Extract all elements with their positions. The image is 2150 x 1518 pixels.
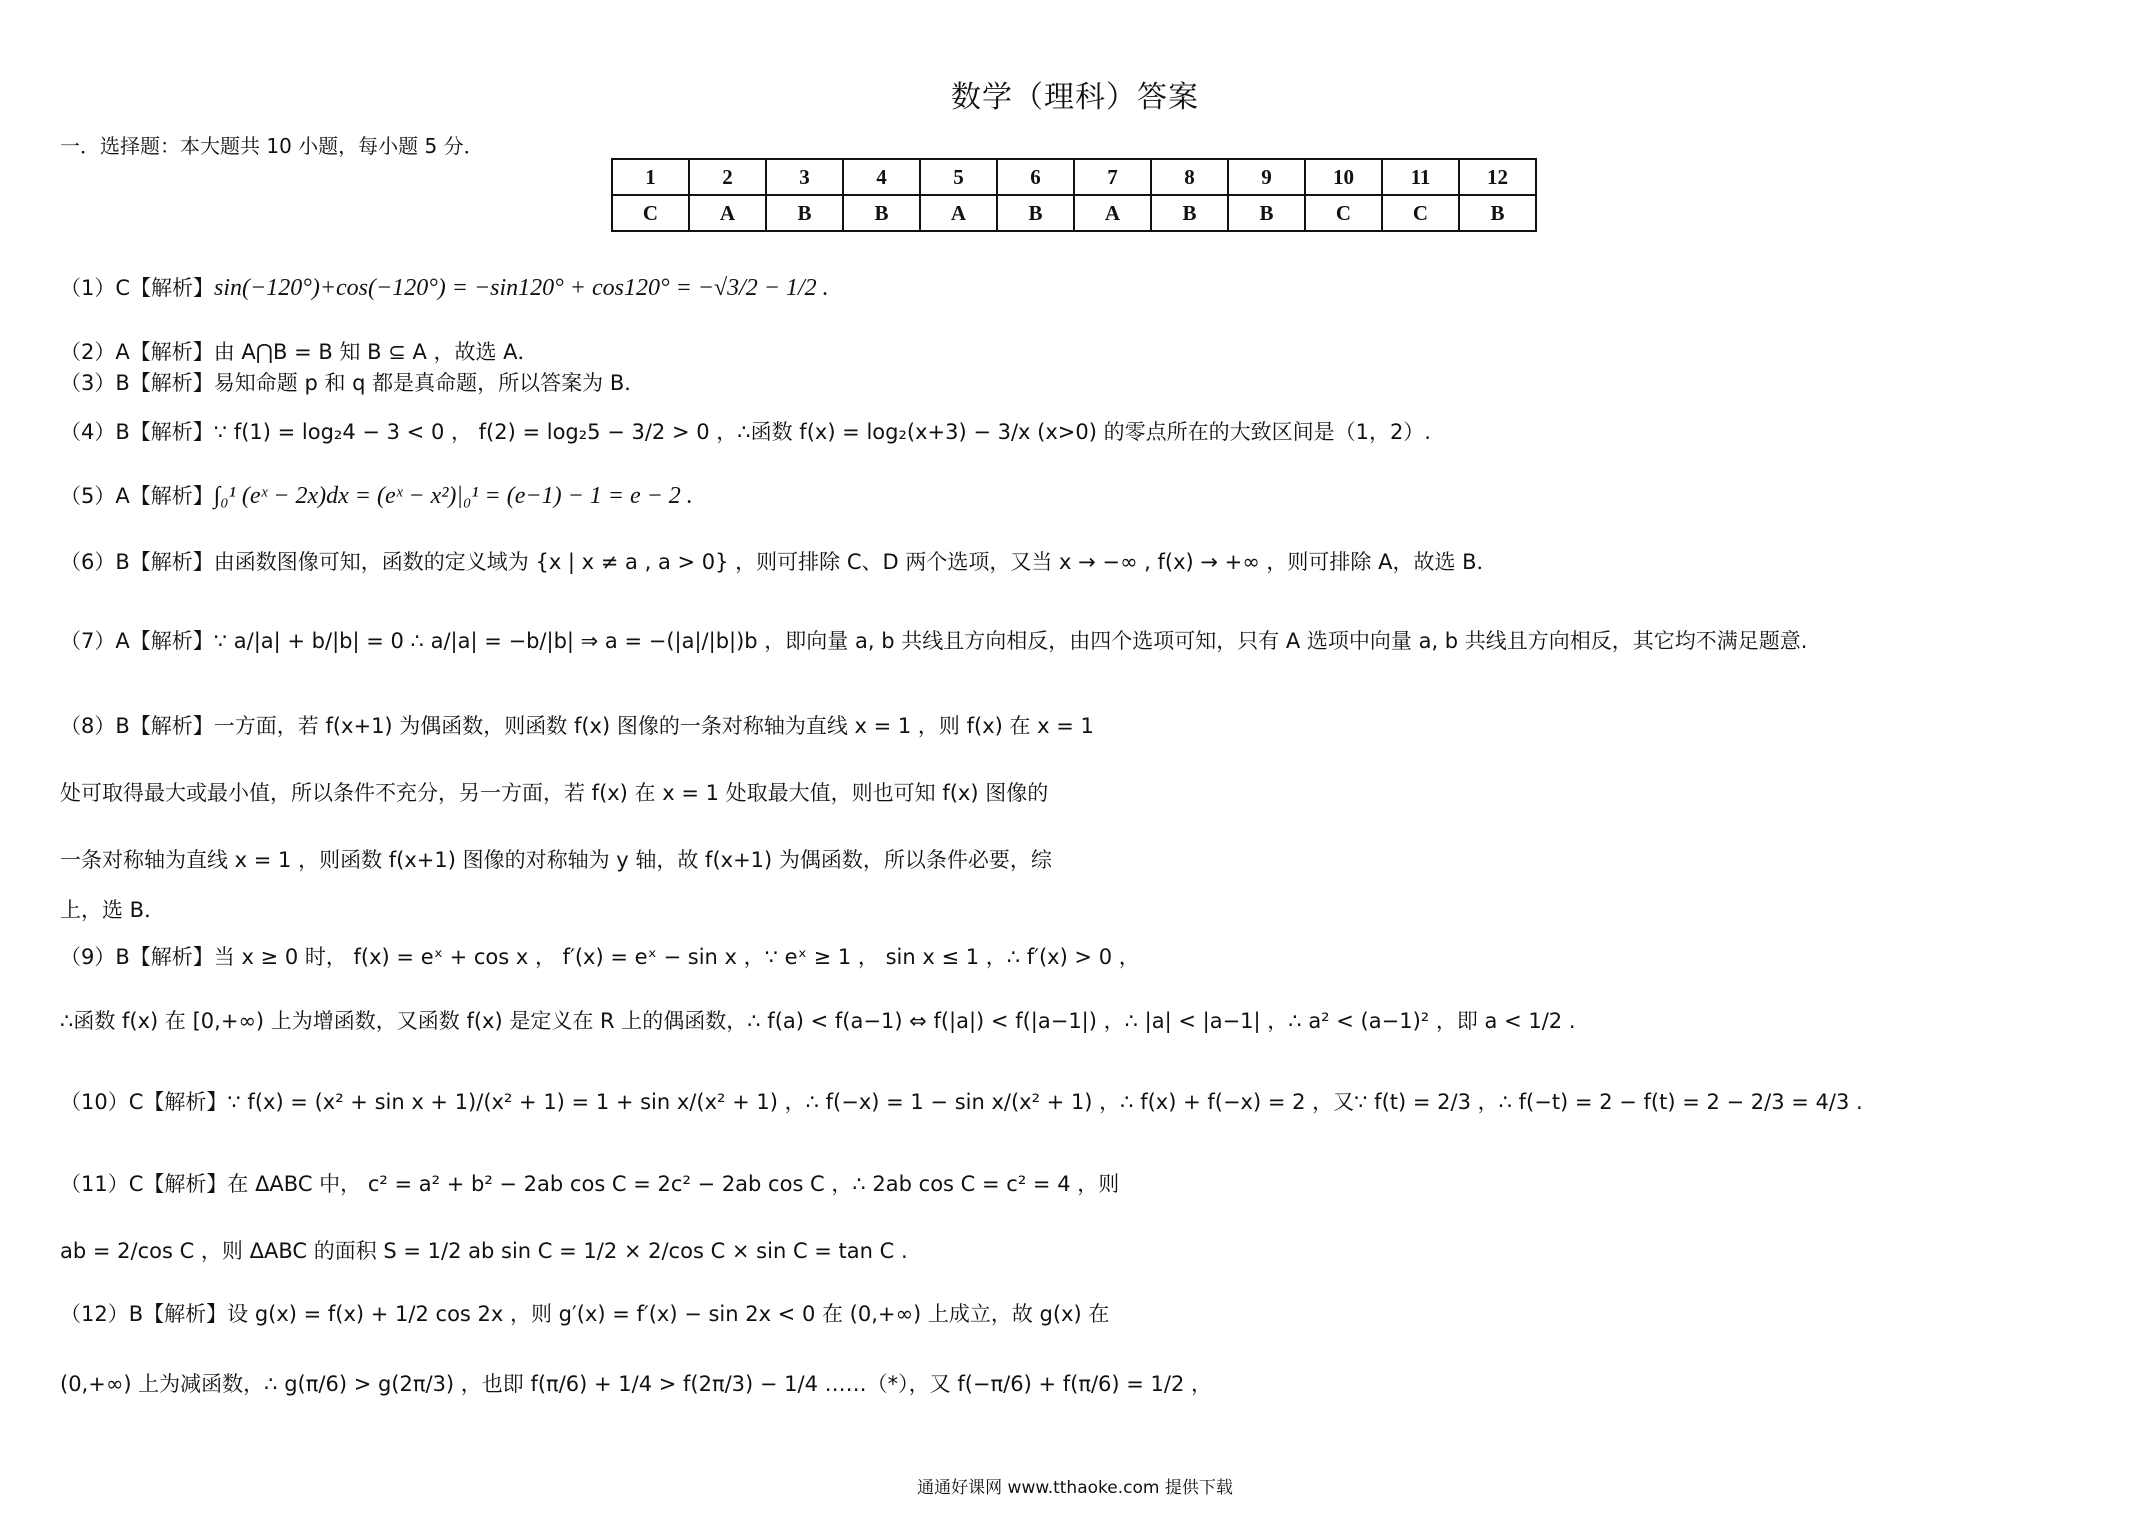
answer-letter: A	[689, 195, 766, 231]
question-number: 4	[843, 159, 920, 195]
explanation-text: 上，选 B．	[60, 898, 166, 922]
explanation-7	[60, 625, 1808, 655]
answer-letter: B	[1151, 195, 1228, 231]
page-title: 数学（理科）答案	[951, 80, 1199, 115]
explanation-label: （8）B【解析】	[60, 714, 214, 738]
question-number: 8	[1151, 159, 1228, 195]
explanation-12-cont	[60, 1368, 1212, 1398]
explanation-4	[60, 416, 1431, 446]
question-number: 5	[920, 159, 997, 195]
explanation-3	[60, 367, 645, 397]
explanation-label: （9）B【解析】	[60, 945, 214, 969]
answer-table	[611, 158, 1537, 232]
explanation-text: ab = 2/cos C ，则 ΔABC 的面积 S = 1/2 ab sin C = 1/2 × 2/cos C × sin C = tan C .	[60, 1239, 908, 1263]
explanation-text: 设 g(x) = f(x) + 1/2 cos 2x ，则 g′(x) = f′(x) − sin 2x < 0 在 (0,+∞) 上成立，故 g(x) 在	[227, 1302, 1110, 1326]
explanation-9	[60, 941, 1140, 971]
explanation-5	[60, 480, 693, 510]
question-number: 9	[1228, 159, 1305, 195]
answer-letter: B	[1459, 195, 1536, 231]
explanation-text: 易知命题 p 和 q 都是真命题，所以答案为 B．	[213, 371, 646, 395]
explanation-8	[60, 710, 1094, 740]
question-number: 12	[1459, 159, 1536, 195]
question-number: 1	[612, 159, 689, 195]
explanation-11-cont	[60, 1235, 908, 1265]
explanation-8-cont-2	[60, 844, 1052, 874]
explanation-text: ∫₀¹ (eˣ − 2x)dx = (eˣ − x²)|₀¹ = (e−1) − 1 = e − 2 .	[213, 483, 693, 509]
explanation-text: 在 ΔABC 中， c² = a² + b² − 2ab cos C = 2c² − 2ab cos C ，∴ 2ab cos C = c² = 4 ，则	[227, 1172, 1120, 1196]
question-number: 2	[689, 159, 766, 195]
answer-letter: C	[1305, 195, 1382, 231]
explanation-text: ∴函数 f(x) 在 [0,+∞) 上为增函数，又函数 f(x) 是定义在 R 上的偶函数，∴ f(a) < f(a−1) ⇔ f(|a|) < f(|a−1|) ，∴ |a| < |a−1| ，∴ a² < (a−1)² ，即 a < 1/2 .	[60, 1009, 1576, 1033]
explanation-11	[60, 1168, 1119, 1198]
explanation-label: （7）A【解析】	[60, 629, 214, 653]
explanation-label: （3）B【解析】	[60, 371, 214, 395]
explanation-label: （4）B【解析】	[60, 420, 214, 444]
answer-letter: A	[920, 195, 997, 231]
explanation-text: 由 A⋂B = B 知 B ⊆ A ，故选 A．	[213, 340, 539, 364]
question-number: 6	[997, 159, 1074, 195]
explanation-10	[60, 1086, 1863, 1116]
answer-letter: B	[766, 195, 843, 231]
answer-letter: B	[843, 195, 920, 231]
explanation-label: （6）B【解析】	[60, 550, 214, 574]
page-footer: 通通好课网 www.tthaoke.com 提供下载	[917, 1478, 1233, 1498]
question-number: 10	[1305, 159, 1382, 195]
explanation-text: sin(−120°)+cos(−120°) = −sin120° + cos120° = −√3/2 − 1/2 .	[214, 275, 829, 301]
explanation-2	[60, 336, 539, 366]
explanation-text: ∵ f(1) = log₂4 − 3 < 0 ， f(2) = log₂5 − 3/2 > 0 ，∴函数 f(x) = log₂(x+3) − 3/x (x>0) 的零点所在的大致区间是（1，2）.	[213, 420, 1431, 444]
explanation-9-cont	[60, 1005, 1576, 1035]
question-number: 3	[766, 159, 843, 195]
explanation-12	[60, 1298, 1109, 1328]
explanation-text: 一方面，若 f(x+1) 为偶函数，则函数 f(x) 图像的一条对称轴为直线 x = 1 ，则 f(x) 在 x = 1	[213, 714, 1094, 738]
section-heading: 一．选择题：本大题共 10 小题，每小题 5 分．	[60, 134, 484, 158]
explanation-text: ∵ f(x) = (x² + sin x + 1)/(x² + 1) = 1 + sin x/(x² + 1) ，∴ f(−x) = 1 − sin x/(x² + 1) ，∴ f(x) + f(−x) = 2 ，又∵ f(t) = 2/3 ，∴ f(−t) = 2 − f(t) = 2 − 2/3 = 4/3 .	[227, 1090, 1863, 1114]
explanation-1	[60, 272, 829, 302]
answer-letter: C	[612, 195, 689, 231]
explanation-text: ∵ a/|a| + b/|b| = 0 ∴ a/|a| = −b/|b| ⇒ a = −(|a|/|b|)b ，即向量 a, b 共线且方向相反，由四个选项可知，只有 A 选项中向量 a, b 共线且方向相反，其它均不满足题意.	[213, 629, 1808, 653]
answer-letter: A	[1074, 195, 1151, 231]
explanation-text: 处可取得最大或最小值，所以条件不充分，另一方面，若 f(x) 在 x = 1 处取最大值，则也可知 f(x) 图像的	[60, 781, 1049, 805]
explanation-8-cont-3	[60, 894, 165, 924]
explanation-text: 一条对称轴为直线 x = 1 ，则函数 f(x+1) 图像的对称轴为 y 轴，故 f(x+1) 为偶函数，所以条件必要，综	[60, 848, 1052, 872]
answer-table-number-row	[612, 159, 1536, 195]
explanation-label: （12）B【解析】	[60, 1302, 228, 1326]
answer-letter: C	[1382, 195, 1459, 231]
explanation-text: 当 x ≥ 0 时， f(x) = eˣ + cos x ， f′(x) = eˣ − sin x ，∵ eˣ ≥ 1 ， sin x ≤ 1 ，∴ f′(x) > 0 ，	[213, 945, 1140, 969]
explanation-8-cont-1	[60, 777, 1048, 807]
explanation-text: (0,+∞) 上为减函数，∴ g(π/6) > g(2π/3) ，也即 f(π/6) + 1/4 > f(2π/3) − 1/4 ……（*），又 f(−π/6) + f(π/6) = 1/2 ，	[60, 1372, 1213, 1396]
explanation-6	[60, 546, 1498, 576]
question-number: 7	[1074, 159, 1151, 195]
answer-table-answer-row	[612, 195, 1536, 231]
explanation-label: （2）A【解析】	[60, 340, 214, 364]
explanation-label: （11）C【解析】	[60, 1172, 228, 1196]
answer-letter: B	[997, 195, 1074, 231]
explanation-label: （1）C【解析】	[60, 276, 215, 300]
explanation-text: 由函数图像可知，函数的定义域为 {x | x ≠ a , a > 0} ，则可排除 C、D 两个选项，又当 x → −∞ , f(x) → +∞ ，则可排除 A，故选 B．	[213, 550, 1498, 574]
question-number: 11	[1382, 159, 1459, 195]
explanation-label: （10）C【解析】	[60, 1090, 228, 1114]
explanation-label: （5）A【解析】	[60, 484, 214, 508]
answer-letter: B	[1228, 195, 1305, 231]
